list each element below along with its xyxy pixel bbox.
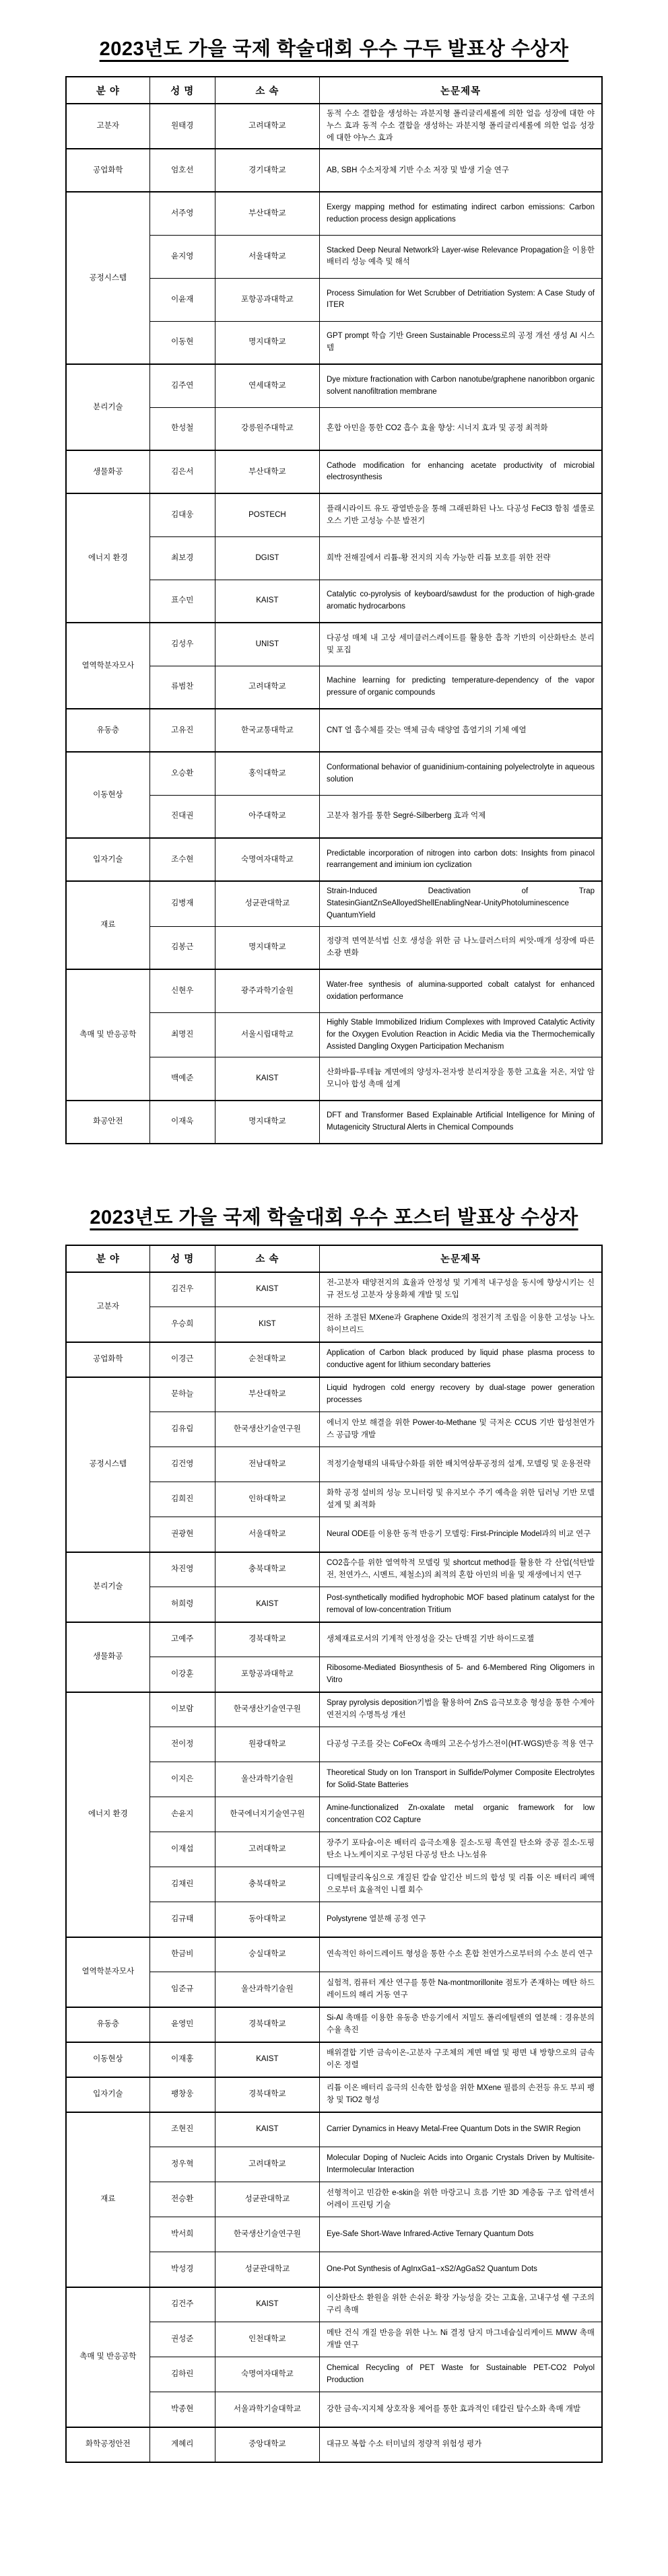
column-header-paper: 논문제목 [320, 77, 603, 104]
affiliation-cell: 고려대학교 [215, 104, 319, 149]
affiliation-cell: 숭실대학교 [215, 1937, 319, 1972]
paper-title-cell: 리튬 이온 배터리 음극의 신속한 합성을 위한 MXene 필름의 손전등 유도 부피 팽창 및 TiO2 형성 [320, 2077, 603, 2112]
field-cell: 공업화학 [66, 149, 149, 192]
affiliation-cell: 한국교통대학교 [215, 709, 319, 752]
field-cell: 공정시스템 [66, 1377, 149, 1552]
column-header-affiliation: 소 속 [215, 1245, 319, 1272]
name-cell: 박서희 [149, 2217, 215, 2252]
affiliation-cell: 한국생산기술연구원 [215, 2217, 319, 2252]
paper-title-cell: 산화바륨-루테늄 계면에의 양성자-전자쌍 분리저장을 통한 고효율 저온, 저압 암모니아 합성 촉매 설계 [320, 1057, 603, 1101]
paper-title-cell: 정량적 면역분석법 신호 생성을 위한 금 나노클러스터의 씨앗-매개 성장에 따른 소광 변화 [320, 926, 603, 969]
paper-title-cell: 연속적인 하이드레이트 형성을 통한 수소 혼합 천연가스로부터의 수소 분리 연구 [320, 1937, 603, 1972]
paper-title-cell: DFT and Transformer Based Explainable Artificial Intelligence for Mining of Mutagenicity Structural Alerts in Chemical Compounds [320, 1101, 603, 1144]
name-cell: 이강훈 [149, 1657, 215, 1692]
name-cell: 김건영 [149, 1447, 215, 1482]
field-cell: 이동현상 [66, 752, 149, 838]
paper-title-cell: 배위결합 기반 금속이온-고분자 구조체의 계면 배열 및 평면 내 방향으로의 금속이온 정렬 [320, 2042, 603, 2077]
paper-title-cell: Stacked Deep Neural Network와 Layer-wise Relevance Propagation을 이용한 배터리 성능 예측 및 해석 [320, 235, 603, 278]
paper-title-cell: Theoretical Study on Ion Transport in Sulfide/Polymer Composite Electrolytes for Solid-State Batteries [320, 1762, 603, 1797]
paper-title-cell: 혼합 아민을 통한 CO2 흡수 효율 향상: 시너지 효과 및 공정 최적화 [320, 407, 603, 450]
affiliation-cell: KAIST [215, 1272, 319, 1307]
name-cell: 김대웅 [149, 493, 215, 536]
paper-title-cell: Dye mixture fractionation with Carbon nanotube/graphene nanoribbon organic solvent nanofiltration membrane [320, 364, 603, 407]
name-cell: 서주영 [149, 192, 215, 235]
table-row [66, 450, 602, 493]
name-cell: 백예준 [149, 1057, 215, 1101]
paper-title-cell: Process Simulation for Wet Scrubber of Detritiation System: A Case Study of ITER [320, 278, 603, 321]
paper-title-cell: 고분자 첨가를 통한 Segré-Silberberg 효과 억제 [320, 795, 603, 838]
field-cell: 입자기술 [66, 838, 149, 881]
table-row [66, 1692, 602, 1727]
paper-title-cell: 다공성 구조를 갖는 CoFeOx 촉매의 고온수성가스전이(HT-WGS)반응 적용 연구 [320, 1727, 603, 1762]
field-cell: 공업화학 [66, 1342, 149, 1377]
table-row [66, 969, 602, 1012]
field-cell: 분리기술 [66, 364, 149, 450]
table-row [66, 1342, 602, 1377]
name-cell: 신현우 [149, 969, 215, 1012]
name-cell: 정우혁 [149, 2147, 215, 2182]
paper-title-cell: Exergy mapping method for estimating indirect carbon emissions: Carbon reduction process design applications [320, 192, 603, 235]
paper-title-cell: Carrier Dynamics in Heavy Metal-Free Quantum Dots in the SWIR Region [320, 2112, 603, 2147]
paper-title-cell: 이산화탄소 환원을 위한 손쉬운 확장 가능성을 갖는 고효율, 고내구성 쉘 구조의 구리 촉매 [320, 2287, 603, 2322]
paper-title-cell: 강한 금속-지지체 상호작용 제어를 통한 효과적인 데칼린 탈수소화 촉매 개발 [320, 2392, 603, 2427]
field-cell: 화공안전 [66, 1101, 149, 1144]
field-cell: 재료 [66, 881, 149, 969]
affiliation-cell: 중앙대학교 [215, 2427, 319, 2462]
field-cell: 공정시스템 [66, 192, 149, 364]
table-row [66, 1377, 602, 1412]
field-cell: 이동현상 [66, 2042, 149, 2077]
paper-title-cell: 디메틸글리옥심으로 개질된 칼슘 알긴산 비드의 합성 및 리튬 이온 배터리 폐액으로부터 효율적인 니켈 회수 [320, 1867, 603, 1902]
paper-title-cell: 실험적, 컴퓨터 계산 연구를 통한 Na-montmorillonite 점토가 존재하는 메탄 하드레이트의 해리 거동 연구 [320, 1972, 603, 2007]
affiliation-cell: 홍익대학교 [215, 752, 319, 795]
table-row [66, 104, 602, 149]
affiliation-cell: 충북대학교 [215, 1867, 319, 1902]
table-row [66, 752, 602, 795]
name-cell: 한금비 [149, 1937, 215, 1972]
paper-title-cell: Amine-functionalized Zn-oxalate metal organic framework for low concentration CO2 Capture [320, 1797, 603, 1832]
affiliation-cell: 한국생산기술연구원 [215, 1692, 319, 1727]
name-cell: 윤영민 [149, 2007, 215, 2042]
field-cell: 유동층 [66, 709, 149, 752]
name-cell: 전이정 [149, 1727, 215, 1762]
affiliation-cell: 서울시립대학교 [215, 1012, 319, 1057]
name-cell: 윤지영 [149, 235, 215, 278]
affiliation-cell: KAIST [215, 2287, 319, 2322]
name-cell: 박성경 [149, 2252, 215, 2287]
paper-title-cell: Ribosome-Mediated Biosynthesis of 5- and 6-Membered Ring Oligomers in Vitro [320, 1657, 603, 1692]
paper-title-cell: Catalytic co-pyrolysis of keyboard/sawdust for the production of high-grade aromatic hydrocarbons [320, 580, 603, 623]
affiliation-cell: 동아대학교 [215, 1902, 319, 1937]
poster-header-row [66, 1245, 602, 1272]
paper-title-cell: Eye-Safe Short-Wave Infrared-Active Ternary Quantum Dots [320, 2217, 603, 2252]
name-cell: 이지은 [149, 1762, 215, 1797]
name-cell: 김주연 [149, 364, 215, 407]
name-cell: 계혜리 [149, 2427, 215, 2462]
column-header-affiliation: 소 속 [215, 77, 319, 104]
table-row [66, 364, 602, 407]
table-row [66, 2427, 602, 2462]
paper-title-cell: Chemical Recycling of PET Waste for Sustainable PET-CO2 Polyol Production [320, 2357, 603, 2392]
name-cell: 박종현 [149, 2392, 215, 2427]
affiliation-cell: 인하대학교 [215, 1482, 319, 1517]
name-cell: 김규태 [149, 1902, 215, 1937]
affiliation-cell: 전남대학교 [215, 1447, 319, 1482]
table-row [66, 1937, 602, 1972]
affiliation-cell: 경북대학교 [215, 2077, 319, 2112]
paper-title-cell: Liquid hydrogen cold energy recovery by dual-stage power generation processes [320, 1377, 603, 1412]
field-cell: 촉매 및 반응공학 [66, 969, 149, 1100]
affiliation-cell: KAIST [215, 1587, 319, 1622]
affiliation-cell: 부산대학교 [215, 192, 319, 235]
paper-title-cell: 적정기술형태의 내륙담수화를 위한 배치역삼투공정의 설계, 모델링 및 운용전략 [320, 1447, 603, 1482]
name-cell: 한성철 [149, 407, 215, 450]
affiliation-cell: POSTECH [215, 493, 319, 536]
affiliation-cell: DGIST [215, 536, 319, 580]
table-row [66, 2287, 602, 2322]
name-cell: 이경근 [149, 1342, 215, 1377]
table-row [66, 623, 602, 666]
column-header-field: 분 야 [66, 1245, 149, 1272]
paper-title-cell: 선형적이고 민감한 e-skin을 위한 마랑고니 흐름 기반 3D 계층돔 구조 압력센서 어레이 프린팅 기술 [320, 2182, 603, 2217]
affiliation-cell: 명지대학교 [215, 926, 319, 969]
paper-title-cell: 플래시라이트 유도 광열반응을 통해 그래핀화된 나노 다공성 FeCl3 함침 셀룰로오스 기반 고성능 수분 발전기 [320, 493, 603, 536]
affiliation-cell: 숙명여자대학교 [215, 2357, 319, 2392]
affiliation-cell: 명지대학교 [215, 321, 319, 364]
name-cell: 이보람 [149, 1692, 215, 1727]
name-cell: 김채린 [149, 1867, 215, 1902]
name-cell: 원태경 [149, 104, 215, 149]
paper-title-cell: Spray pyrolysis deposition기법을 활용하여 ZnS 음극보호층 형성을 통한 수계아연전지의 수명특성 개선 [320, 1692, 603, 1727]
paper-title-cell: 생체재료로서의 기계적 안정성을 갖는 단백질 기반 하이드로젤 [320, 1622, 603, 1657]
paper-title-cell: 에너지 안보 해결을 위한 Power-to-Methane 및 극저온 CCUS 기반 합성천연가스 공급망 개발 [320, 1412, 603, 1447]
affiliation-cell: 한국에너지기술연구원 [215, 1797, 319, 1832]
affiliation-cell: 경북대학교 [215, 2007, 319, 2042]
name-cell: 차진영 [149, 1552, 215, 1587]
name-cell: 문하늘 [149, 1377, 215, 1412]
table-row [66, 838, 602, 881]
paper-title-cell: Strain-Induced Deactivation of Trap StatesinGiantZnSeAlloyedShellEnablingNear-UnityPhotoluminescence QuantumYield [320, 881, 603, 926]
section-spacer [0, 1144, 668, 1202]
column-header-paper: 논문제목 [320, 1245, 603, 1272]
affiliation-cell: 한국생산기술연구원 [215, 1412, 319, 1447]
field-cell: 에너지 환경 [66, 1692, 149, 1937]
paper-title-cell: AB, SBH 수소저장체 기반 수소 저장 및 발생 기술 연구 [320, 149, 603, 192]
affiliation-cell: 강릉원주대학교 [215, 407, 319, 450]
name-cell: 전승환 [149, 2182, 215, 2217]
affiliation-cell: 고려대학교 [215, 2147, 319, 2182]
affiliation-cell: 부산대학교 [215, 1377, 319, 1412]
name-cell: 김은서 [149, 450, 215, 493]
affiliation-cell: 서울대학교 [215, 1517, 319, 1552]
poster-award-table [65, 1245, 603, 2463]
name-cell: 이재홍 [149, 2042, 215, 2077]
field-cell: 화학공정안전 [66, 2427, 149, 2462]
name-cell: 고유진 [149, 709, 215, 752]
affiliation-cell: KIST [215, 1307, 319, 1342]
paper-title-cell: Predictable incorporation of nitrogen into carbon dots: Insights from pinacol rearrangement and iminium ion cyclization [320, 838, 603, 881]
name-cell: 엄호선 [149, 149, 215, 192]
table-row [66, 1272, 602, 1307]
paper-title-cell: Machine learning for predicting temperature-dependency of the vapor pressure of organic compounds [320, 666, 603, 709]
paper-title-cell: 다공성 매체 내 고상 세미클러스레이트를 활용한 흡착 기반의 이산화탄소 분리 및 포집 [320, 623, 603, 666]
affiliation-cell: 포항공과대학교 [215, 1657, 319, 1692]
name-cell: 손윤지 [149, 1797, 215, 1832]
table-row [66, 149, 602, 192]
name-cell: 김하린 [149, 2357, 215, 2392]
name-cell: 류범찬 [149, 666, 215, 709]
affiliation-cell: 고려대학교 [215, 1832, 319, 1867]
affiliation-cell: 성균관대학교 [215, 2182, 319, 2217]
oral-award-title-text: 2023년도 가을 국제 학술대회 우수 구두 발표상 수상자 [99, 38, 569, 60]
field-cell: 촉매 및 반응공학 [66, 2287, 149, 2427]
affiliation-cell: 서울대학교 [215, 235, 319, 278]
affiliation-cell: 성균관대학교 [215, 881, 319, 926]
paper-title-cell: Highly Stable Immobilized Iridium Complexes with Improved Catalytic Activity for the Oxygen Evolution Reaction in Acidic Media via the Thermochemically Assisted Dangling Oxygen Participation Mechanism [320, 1012, 603, 1057]
oral-award-title [0, 34, 668, 61]
name-cell: 권성준 [149, 2322, 215, 2357]
name-cell: 임준규 [149, 1972, 215, 2007]
name-cell: 오승환 [149, 752, 215, 795]
poster-award-title-text: 2023년도 가을 국제 학술대회 우수 포스터 발표상 수상자 [90, 1206, 578, 1228]
paper-title-cell: Molecular Doping of Nucleic Acids into Organic Crystals Driven by Multisite-Intermolecular Interaction [320, 2147, 603, 2182]
name-cell: 김성우 [149, 623, 215, 666]
field-cell: 생물화공 [66, 1622, 149, 1692]
oral-header-row [66, 77, 602, 104]
table-row [66, 1622, 602, 1657]
paper-title-cell: Application of Carbon black produced by liquid phase plasma process to conductive agent for lithium secondary batteries [320, 1342, 603, 1377]
table-row [66, 881, 602, 926]
affiliation-cell: 연세대학교 [215, 364, 319, 407]
name-cell: 조현진 [149, 2112, 215, 2147]
oral-award-table [65, 76, 603, 1144]
paper-title-cell: Polystyrene 열분해 공정 연구 [320, 1902, 603, 1937]
name-cell: 조수현 [149, 838, 215, 881]
affiliation-cell: UNIST [215, 623, 319, 666]
paper-title-cell: 전하 조절된 MXene과 Graphene Oxide의 정전기적 조립을 이용한 고성능 나노 하이브리드 [320, 1307, 603, 1342]
affiliation-cell: 광주과학기술원 [215, 969, 319, 1012]
affiliation-cell: KAIST [215, 2112, 319, 2147]
table-row [66, 1101, 602, 1144]
paper-title-cell: One-Pot Synthesis of AgInxGa1−xS2/AgGaS2 Quantum Dots [320, 2252, 603, 2287]
affiliation-cell: 부산대학교 [215, 450, 319, 493]
affiliation-cell: 서울과학기술대학교 [215, 2392, 319, 2427]
affiliation-cell: 경북대학교 [215, 1622, 319, 1657]
name-cell: 김건주 [149, 2287, 215, 2322]
column-header-name: 성 명 [149, 77, 215, 104]
name-cell: 김병재 [149, 881, 215, 926]
paper-title-cell: 장주기 포타슘-이온 배터리 음극소재용 질소-도핑 흑연질 탄소와 중공 질소-도핑 탄소 나노케이지로 구성된 다공성 탄소 나노섬유 [320, 1832, 603, 1867]
table-row [66, 192, 602, 235]
table-row [66, 493, 602, 536]
name-cell: 이재섭 [149, 1832, 215, 1867]
field-cell: 분리기술 [66, 1552, 149, 1622]
affiliation-cell: 충북대학교 [215, 1552, 319, 1587]
field-cell: 입자기술 [66, 2077, 149, 2112]
table-row [66, 1552, 602, 1587]
affiliation-cell: 아주대학교 [215, 795, 319, 838]
name-cell: 팽창웅 [149, 2077, 215, 2112]
name-cell: 이윤재 [149, 278, 215, 321]
paper-title-cell: 희박 전해질에서 리튬-황 전지의 지속 가능한 리튬 보호를 위한 전략 [320, 536, 603, 580]
name-cell: 우승희 [149, 1307, 215, 1342]
name-cell: 김건우 [149, 1272, 215, 1307]
paper-title-cell: 동적 수소 결합을 생성하는 과분지형 폴리글리세롤에 의한 얼음 성장에 대한 야누스 효과 동적 수소 결합을 생성하는 과분지형 폴리글리세롤에 의한 얼음 성장에 대한 야누스 효과 [320, 104, 603, 149]
affiliation-cell: 인천대학교 [215, 2322, 319, 2357]
paper-title-cell: 화학 공정 설비의 성능 모니터링 및 유지보수 주기 예측을 위한 딥러닝 기반 모델 설계 및 최적화 [320, 1482, 603, 1517]
paper-title-cell: 대규모 복합 수소 터미널의 정량적 위험성 평가 [320, 2427, 603, 2462]
table-row [66, 2042, 602, 2077]
paper-title-cell: Cathode modification for enhancing acetate productivity of microbial electrosynthesis [320, 450, 603, 493]
field-cell: 생물화공 [66, 450, 149, 493]
affiliation-cell: 성균관대학교 [215, 2252, 319, 2287]
field-cell: 열역학분자모사 [66, 1937, 149, 2007]
affiliation-cell: 원광대학교 [215, 1727, 319, 1762]
paper-title-cell: Neural ODE를 이용한 동적 반응기 모델링: First-Principle Model과의 비교 연구 [320, 1517, 603, 1552]
affiliation-cell: KAIST [215, 580, 319, 623]
affiliation-cell: 울산과학기술원 [215, 1762, 319, 1797]
paper-title-cell: Post-synthetically modified hydrophobic MOF based platinum catalyst for the removal of low-concentration Tritium [320, 1587, 603, 1622]
paper-title-cell: CNT 열 흡수체를 갖는 액체 금속 태양열 흡열기의 기체 예열 [320, 709, 603, 752]
table-row [66, 2007, 602, 2042]
poster-award-title [0, 1202, 668, 1230]
affiliation-cell: KAIST [215, 2042, 319, 2077]
field-cell: 열역학분자모사 [66, 623, 149, 709]
name-cell: 이재욱 [149, 1101, 215, 1144]
paper-title-cell: Water-free synthesis of alumina-supported cobalt catalyst for enhanced oxidation performance [320, 969, 603, 1012]
paper-title-cell: CO2흡수를 위한 열역학적 모델링 및 shortcut method를 활용한 각 산업(석탄발전, 천연가스, 시멘트, 제철소)의 최적의 혼합 아민의 비율 및 재생에너지 연구 [320, 1552, 603, 1587]
affiliation-cell: 포항공과대학교 [215, 278, 319, 321]
table-row [66, 709, 602, 752]
paper-title-cell: GPT prompt 학습 기반 Green Sustainable Process로의 공정 개선 생성 AI 시스템 [320, 321, 603, 364]
name-cell: 진대권 [149, 795, 215, 838]
field-cell: 고분자 [66, 104, 149, 149]
affiliation-cell: 경기대학교 [215, 149, 319, 192]
table-row [66, 2112, 602, 2147]
name-cell: 표수민 [149, 580, 215, 623]
name-cell: 권광현 [149, 1517, 215, 1552]
paper-title-cell: 메탄 건식 개질 반응을 위한 나노 Ni 결정 담지 마그네슘실리케이트 MWW 촉매 개발 연구 [320, 2322, 603, 2357]
field-cell: 재료 [66, 2112, 149, 2287]
paper-title-cell: Conformational behavior of guanidinium-containing polyelectrolyte in aqueous solution [320, 752, 603, 795]
field-cell: 유동층 [66, 2007, 149, 2042]
column-header-field: 분 야 [66, 77, 149, 104]
paper-title-cell: 전-고분자 태양전지의 효율과 안정성 및 기계적 내구성을 동시에 향상시키는 신규 전도성 고분자 상용화제 개발 및 도입 [320, 1272, 603, 1307]
column-header-name: 성 명 [149, 1245, 215, 1272]
name-cell: 김희진 [149, 1482, 215, 1517]
name-cell: 고예주 [149, 1622, 215, 1657]
name-cell: 김봉근 [149, 926, 215, 969]
affiliation-cell: 울산과학기술원 [215, 1972, 319, 2007]
field-cell: 에너지 환경 [66, 493, 149, 623]
name-cell: 허희령 [149, 1587, 215, 1622]
field-cell: 고분자 [66, 1272, 149, 1342]
name-cell: 이동현 [149, 321, 215, 364]
affiliation-cell: 고려대학교 [215, 666, 319, 709]
paper-title-cell: Si-Al 촉매를 이용한 유동층 반응기에서 저밀도 폴리에틸렌의 열분해 : 경유분의 수율 촉진 [320, 2007, 603, 2042]
affiliation-cell: 순천대학교 [215, 1342, 319, 1377]
affiliation-cell: 숙명여자대학교 [215, 838, 319, 881]
name-cell: 최보경 [149, 536, 215, 580]
name-cell: 최명진 [149, 1012, 215, 1057]
table-row [66, 2077, 602, 2112]
name-cell: 김유림 [149, 1412, 215, 1447]
affiliation-cell: KAIST [215, 1057, 319, 1101]
affiliation-cell: 명지대학교 [215, 1101, 319, 1144]
